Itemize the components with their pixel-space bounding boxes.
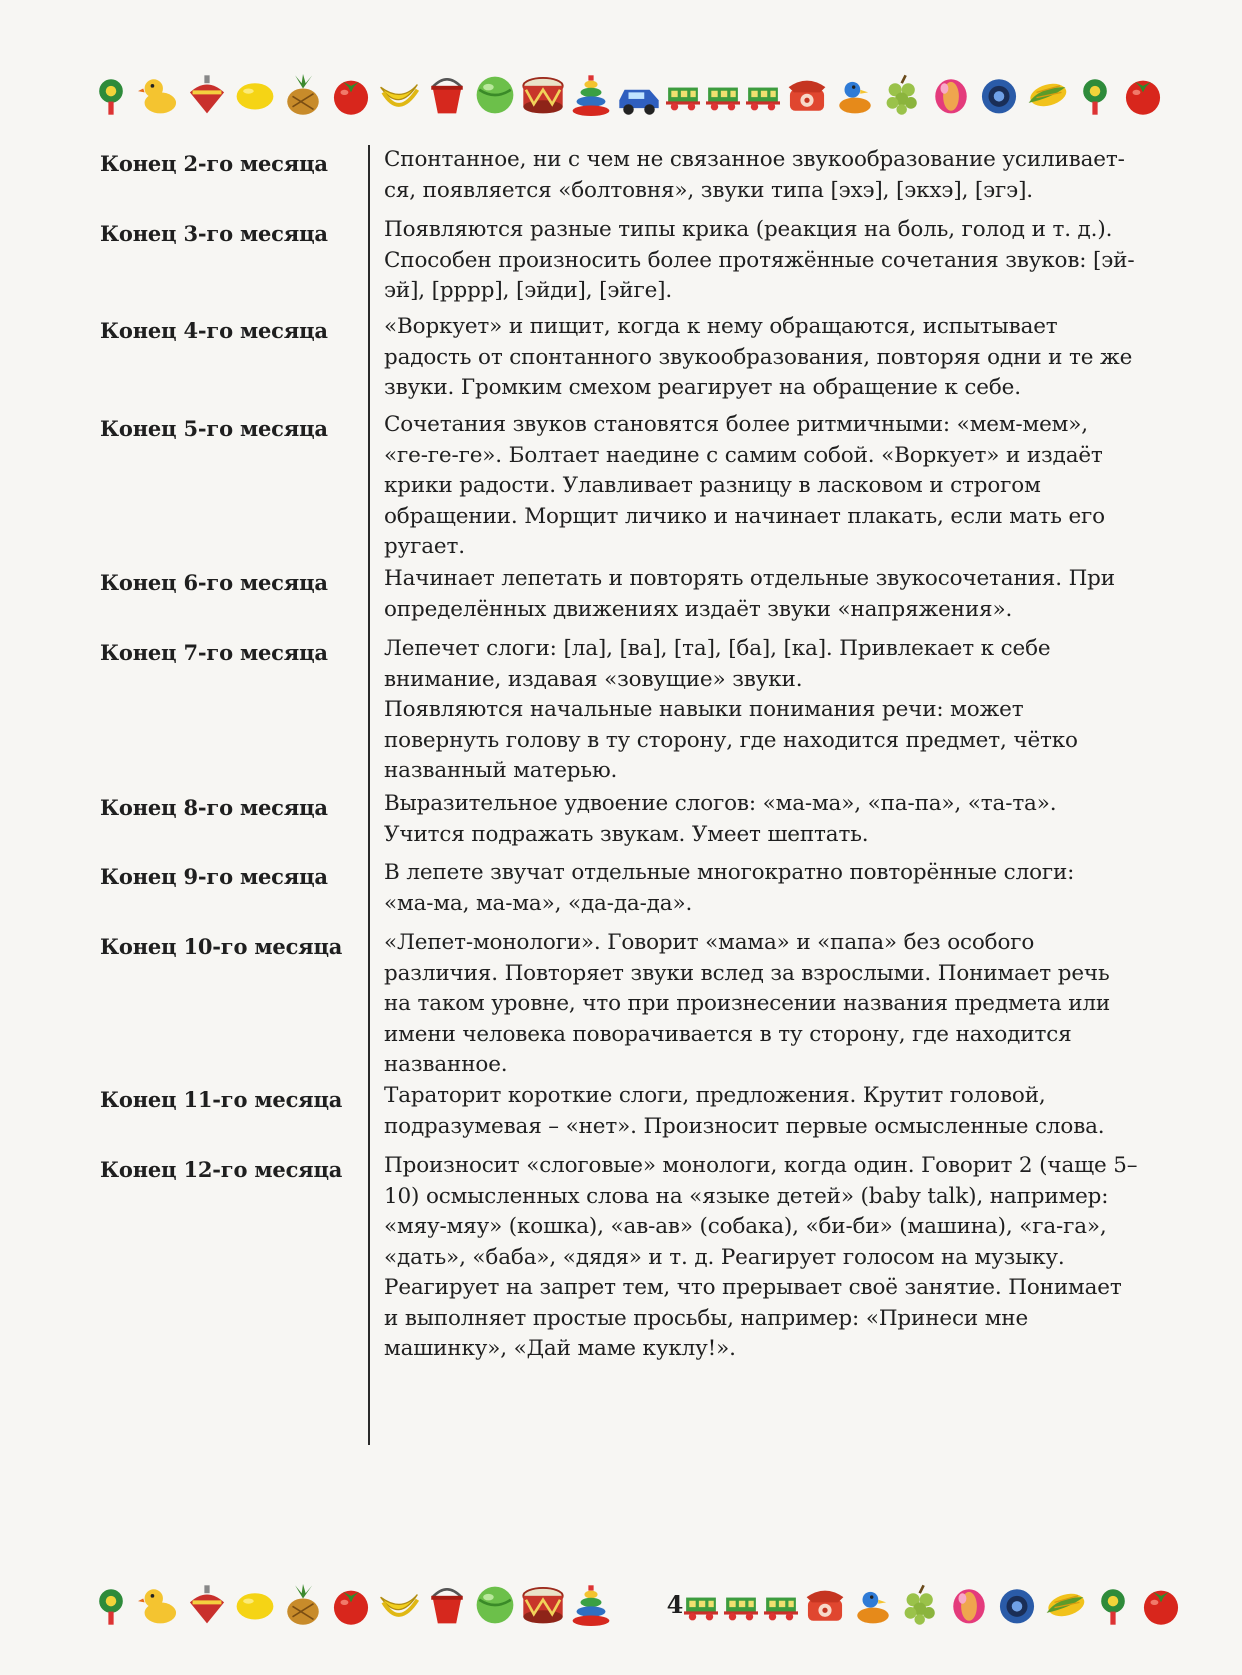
pineapple-icon [282,1584,324,1626]
top-decorative-border [90,60,1200,130]
milestone-description [368,858,1178,928]
milestone-description [368,1151,1178,1361]
description-line: повернуть голову в ту сторону, где находится предмет, чётко [384,727,1078,753]
age-label: Конец 7-го месяца [100,640,328,665]
table-row [90,145,1190,215]
toy-train-icon [666,74,700,116]
spinning-top-icon [186,1584,228,1626]
description-line: обращении. Морщит личико и начинает плакать, если мать его [384,503,1105,529]
description-line: определённых движениях издаёт звуки «напряжения». [384,596,1013,622]
ball-icon [474,74,516,116]
milestone-description [368,928,1178,1081]
rattle-icon [90,1584,132,1626]
age-label: Конец 8-го месяца [100,795,328,820]
description-line: названный матерью. [384,758,618,783]
description-line: внимание, издавая «зовущие» звуки. [384,666,803,692]
corn-icon [1044,1584,1086,1626]
description-line: Спонтанное, ни с чем не связанное звукообразование усиливает- [384,147,1125,172]
toy-train-icon [764,1584,798,1626]
tomato-icon [330,74,372,116]
telephone-icon [804,1584,846,1626]
table-row [90,1081,1190,1151]
bucket-icon [426,74,468,116]
tomato-icon [1122,74,1164,116]
tomato-icon [1140,1584,1182,1626]
rattle-icon [1074,74,1116,116]
toy-duck-icon [852,1584,894,1626]
table-row [90,858,1190,928]
age-label: Конец 9-го месяца [100,864,328,889]
telephone-icon [786,74,828,116]
description-line: на таком уровне, что при произнесении названия предмета или [384,991,1111,1016]
toy-duck-icon [834,74,876,116]
description-line: имени человека поворачивается в ту сторону, где находится [384,1021,1072,1047]
milestone-description [368,1081,1178,1151]
rattle-icon [90,74,132,116]
bucket-icon [426,1584,468,1626]
age-label: Конец 6-го месяца [100,570,328,595]
description-line: крики радости. Улавливает разницу в ласковом и строгом [384,473,1041,498]
milestone-description [368,410,1178,564]
speech-development-table [90,145,1190,1361]
age-label: Конец 2-го месяца [100,151,328,176]
description-line: В лепете звучат отдельные многократно повторённые слоги: [384,860,1075,885]
description-line: Выразительное удвоение слогов: «ма-ма», «па-па», «та-та». [384,791,1057,816]
ball-icon [474,1584,516,1626]
age-label: Конец 11-го месяца [100,1087,343,1112]
drum-icon [522,1584,564,1626]
stacking-pyramid-icon [570,1584,612,1626]
stacking-pyramid-icon [570,74,612,116]
age-label: Конец 3-го месяца [100,221,328,246]
description-line: ругает. [384,534,465,559]
description-line: Начинает лепетать и повторять отдельные звукосочетания. При [384,566,1115,591]
duck-toy-icon [138,1584,180,1626]
tomato-icon [330,1584,372,1626]
description-line: машинку», «Дай маме куклу!». [384,1336,736,1361]
table-row [90,1151,1190,1361]
description-line: подразумевая – «нет». Произносит первые осмысленные слова. [384,1113,1105,1139]
lemon-icon [234,1584,276,1626]
description-line: Тараторит короткие слоги, предложения. Крутит головой, [384,1083,1046,1108]
pineapple-icon [282,74,324,116]
description-line: «Лепет-монологи». Говорит «мама» и «папа» без особого [384,930,1035,955]
table-row [90,312,1190,410]
description-line: звуки. Громким смехом реагирует на обращение к себе. [384,375,1021,400]
description-line: и выполняет простые просьбы, например: «Принеси мне [384,1305,1029,1331]
rattle-icon [1092,1584,1134,1626]
milestone-description [368,215,1178,312]
description-line: радость от спонтанного звукообразования, повторяя одни и те же [384,344,1133,370]
table-row [90,215,1190,312]
age-label: Конец 5-го месяца [100,416,328,441]
description-line: различия. Повторяет звуки вслед за взрослыми. Понимает речь [384,960,1110,986]
table-row [90,564,1190,634]
toy-train-icon [724,1584,758,1626]
duck-toy-icon [138,74,180,116]
milestone-description [368,145,1178,215]
description-line: Произносит «слоговые» монологи, когда один. Говорит 2 (чаще 5– [384,1153,1138,1178]
description-line: «ге-ге-ге». Болтает наедине с самим собой. «Воркует» и издаёт [384,442,1103,468]
table-row [90,634,1190,789]
banana-icon [378,74,420,116]
description-line: Сочетания звуков становятся более ритмичными: «мем-мем», [384,412,1088,437]
age-label: Конец 10-го месяца [100,934,343,959]
description-line: ся, появляется «болтовня», звуки типа [эхэ], [экхэ], [эгэ]. [384,177,1033,203]
description-line: эй], [рррр], [эйди], [эйге]. [384,278,673,303]
toy-train-icon [706,74,740,116]
toy-train-icon [746,74,780,116]
toy-car-icon [618,74,660,116]
description-line: Появляются начальные навыки понимания речи: может [384,697,1024,722]
description-line: Реагирует на запрет тем, что прерывает своё занятие. Понимает [384,1275,1122,1300]
alarm-clock-icon [978,74,1020,116]
plum-icon [930,74,972,116]
drum-icon [522,74,564,116]
grapes-icon [882,74,924,116]
grapes-icon [900,1584,942,1626]
table-row [90,789,1190,858]
description-line: «дать», «баба», «дядя» и т. д. Реагирует голосом на музыку. [384,1244,1065,1270]
description-line: «мяу-мяу» (кошка), «ав-ав» (собака), «би-би» (машина), «га-га», [384,1214,1107,1239]
page-number: 4 [666,1590,684,1619]
milestone-description [368,789,1178,858]
description-line: «ма-ма, ма-ма», «да-да-да». [384,890,693,916]
description-line: 10) осмысленных слова на «языке детей» (baby talk), например: [384,1183,1109,1209]
age-label: Конец 4-го месяца [100,318,328,343]
milestone-description [368,312,1178,410]
banana-icon [378,1584,420,1626]
description-line: «Воркует» и пищит, когда к нему обращаются, испытывает [384,314,1058,339]
spinning-top-icon [186,74,228,116]
corn-icon [1026,74,1068,116]
description-line: Лепечет слоги: [ла], [ва], [та], [ба], [ка]. Привлекает к себе [384,636,1051,661]
alarm-clock-icon [996,1584,1038,1626]
plum-icon [948,1584,990,1626]
bottom-decorative-border [90,1570,1200,1640]
column-divider [368,145,370,1445]
milestone-description [368,634,1178,789]
milestone-description [368,564,1178,634]
description-line: названное. [384,1052,508,1077]
description-line: Способен произносить более протяжённые сочетания звуков: [эй- [384,247,1135,273]
description-line: Учится подражать звукам. Умеет шептать. [384,821,869,847]
description-line: Появляются разные типы крика (реакция на боль, голод и т. д.). [384,217,1113,242]
lemon-icon [234,74,276,116]
age-label: Конец 12-го месяца [100,1157,343,1182]
table-row [90,410,1190,564]
table-row [90,928,1190,1081]
